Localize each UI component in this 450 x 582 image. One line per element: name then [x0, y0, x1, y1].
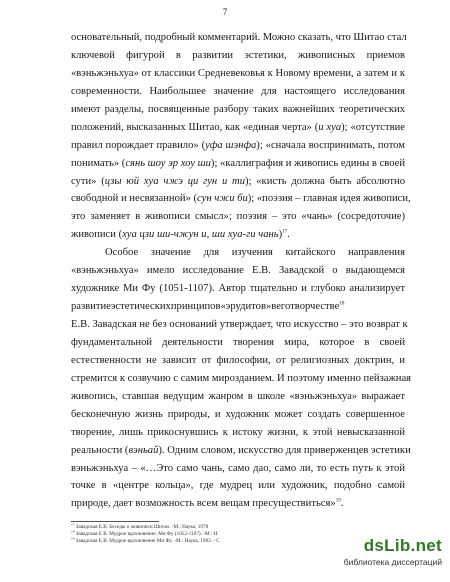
text-run	[71, 262, 405, 280]
text-line	[71, 262, 405, 280]
text-run	[71, 442, 411, 460]
text-line	[71, 190, 411, 208]
text-word: значение	[150, 247, 191, 259]
text-word: деятельности	[162, 336, 223, 348]
text-run	[71, 208, 405, 226]
text-line	[71, 208, 405, 226]
text-line	[71, 406, 405, 424]
text-word: фундаментальной	[71, 336, 153, 348]
text-line	[71, 280, 405, 298]
text-line	[71, 83, 405, 101]
text-span: основательный, подробный комментарий. Можно сказать, что Шитао стал	[71, 32, 407, 43]
text-word: изучения	[231, 247, 273, 259]
text-span: принципов	[170, 301, 221, 313]
text-word: Наибольшее	[149, 85, 206, 97]
text-line	[71, 334, 405, 352]
text-run	[71, 298, 405, 316]
text-run	[71, 316, 408, 334]
text-run	[71, 226, 290, 244]
text-span: ); «каллиграфия и живопись едины в своей	[210, 157, 405, 169]
text-span: )	[278, 229, 283, 241]
text-span: свободной и несвязанной» (	[71, 193, 198, 205]
body-text	[71, 29, 412, 513]
text-word: китайского	[285, 247, 336, 259]
text-run	[71, 173, 405, 191]
text-span: в	[271, 301, 277, 313]
text-span: художнике Ми Фу (1051-1107). Автор тщательно и глубоко анализирует	[71, 283, 405, 295]
text-word: направления	[348, 247, 405, 259]
text-span: естественности не зависит от философии, от религиозных доктрин, и	[71, 354, 405, 366]
text-run	[71, 190, 411, 208]
text-word: ключевой	[71, 49, 115, 61]
watermark-subtitle: библиотека диссертаций	[343, 557, 442, 567]
text-line	[71, 29, 405, 47]
footnote-ref: 18	[339, 301, 345, 307]
text-run	[71, 137, 405, 155]
text-span: положений, высказанных Шитао, как «единая черта» (	[71, 121, 319, 133]
text-word: эстетики,	[244, 49, 287, 61]
text-span: «вэньжэньхуа» имело исследование Е.В. Завадской о выдающемся	[71, 265, 405, 277]
text-word: фигурой	[126, 49, 165, 61]
text-span: ); «отсутствие	[341, 121, 405, 133]
text-span: ); «сначала воспринимать, потом	[256, 139, 405, 151]
text-line	[71, 173, 405, 191]
text-run	[71, 495, 343, 513]
text-line	[71, 460, 405, 478]
text-line	[71, 298, 405, 316]
text-line	[71, 119, 405, 137]
text-word: для	[261, 85, 277, 97]
text-word: творения	[232, 336, 275, 348]
text-span: сути» (	[71, 175, 105, 187]
text-run	[71, 406, 405, 424]
text-span: его	[276, 301, 291, 313]
text-span: эстетических	[110, 301, 171, 313]
text-line	[71, 47, 405, 65]
text-word: которое	[319, 336, 355, 348]
text-line	[71, 495, 405, 513]
footnote-text: Завадская Е.В. Беседы о живописи Шитао. -М.: Наука, 1978	[74, 524, 209, 530]
italic-term: сун чжи би	[197, 193, 248, 205]
text-run	[71, 370, 412, 388]
text-span: это заменяет в живописи смысл»; поэзия – это «чань» (сосредоточие)	[71, 211, 405, 223]
text-span: ). Одним словом, искусство для приверженцев эстетики	[158, 444, 411, 456]
text-run	[71, 424, 405, 442]
text-word: значение	[213, 85, 254, 97]
text-line	[71, 316, 408, 334]
text-span: живописи (	[71, 229, 123, 241]
text-line	[71, 244, 405, 262]
footnote-text: Завадская Е.В. Мудрое вдохновение: Ми Фу (1052-1107). -М.: Н	[74, 531, 218, 538]
text-word: приемов	[366, 49, 405, 61]
text-span: точке в «центре кольца», где мудрец или художник, подобно самой	[71, 480, 405, 492]
text-span: стремится к созвучию с самим мирозданием. И поэтому именно пейзажная	[71, 372, 412, 384]
text-run	[71, 460, 405, 478]
text-word: развитии	[192, 49, 234, 61]
text-run	[71, 101, 405, 119]
text-line	[71, 424, 405, 442]
text-word: своей	[379, 336, 405, 348]
text-line	[71, 65, 405, 83]
text-run	[71, 352, 405, 370]
text-span: реальности (	[71, 444, 129, 456]
text-span: имеют разделы, посвященные разбору таких важнейших теоретических	[71, 103, 405, 115]
text-run	[71, 280, 405, 298]
text-span: бесконечную жизнь природы, и художник может создать совершенное	[71, 408, 405, 420]
text-line	[71, 155, 405, 173]
text-span: ); «поэзия – главная идея живописи,	[247, 193, 411, 205]
text-span: творчестве	[290, 301, 340, 313]
text-line	[71, 352, 405, 370]
footnote-ref: 17	[282, 229, 288, 235]
text-word: в	[175, 49, 181, 61]
text-word: мира,	[284, 336, 310, 348]
italic-term: и хуа	[318, 121, 342, 133]
text-span: развитие	[71, 301, 111, 313]
text-line	[71, 442, 411, 460]
text-word: Особое	[105, 247, 139, 259]
page-number: 7	[222, 7, 228, 17]
text-span: природе, дает возможность всем вещам пресуществиться»	[71, 498, 336, 510]
text-span: вэньжэньхуа – «…Это само чань, само дао, само ли, то есть путь к этой	[71, 462, 405, 474]
italic-term: вэньай	[128, 444, 159, 456]
text-span: .	[287, 229, 290, 241]
text-line	[71, 137, 405, 155]
text-word: настоящего	[284, 85, 337, 97]
text-line	[71, 370, 412, 388]
text-span: «вэньжэньхуа» от классики Средневековья к Новому времени, а затем и к	[71, 67, 405, 79]
italic-term: уфа шэнфа	[205, 139, 257, 151]
text-run	[71, 119, 405, 137]
text-run	[71, 477, 405, 495]
text-line	[71, 477, 405, 495]
footnote-number: 18	[71, 529, 75, 534]
watermark-logo: dsLib.net	[363, 536, 442, 555]
text-span: правил порождает правило» (	[71, 139, 206, 151]
text-word: для	[203, 247, 220, 259]
text-word: живописных	[298, 49, 356, 61]
text-span: ); «кисть должна быть абсолютно	[245, 175, 405, 187]
text-line	[71, 226, 405, 244]
text-word: в	[364, 336, 370, 348]
text-run	[71, 155, 405, 173]
footnote-ref: 19	[335, 498, 341, 504]
footnote-number: 17	[71, 522, 75, 527]
text-run	[71, 29, 405, 47]
italic-term: цзы юй хуа чжэ ци гун и ти	[104, 175, 245, 187]
text-run	[71, 65, 405, 83]
watermark[interactable]	[314, 535, 442, 575]
text-span: понимать» (	[71, 157, 126, 169]
text-word: исследования	[343, 85, 405, 97]
text-line	[71, 388, 405, 406]
text-word: современности.	[71, 85, 142, 97]
text-span: .	[340, 498, 344, 510]
text-span: «эрудитов»	[220, 301, 272, 313]
text-run	[71, 388, 405, 406]
italic-term: сянь шоу эр хоу ши	[125, 157, 211, 169]
text-span: живопись, ставшая ведущим жанром в школе «вэньжэньхуа» выражает	[71, 390, 405, 402]
text-span: Е.В. Завадская не без оснований утверждает, что искусство – это возврат к	[71, 319, 408, 330]
text-span: творение, лишь прикоснувшись к истоку жизни, к этой невысказанной	[71, 426, 405, 438]
footnote-divider	[71, 521, 159, 522]
italic-term: хуа цзи ши-чжун и, ши хуа-ги чань	[122, 229, 279, 241]
footnote-text: Завадская Е.В. Мудрое вдохновение Ми Фу. -М.: Наука, 1983. - С	[74, 538, 220, 545]
footnote-number: 19	[71, 536, 75, 541]
text-line	[71, 101, 405, 119]
